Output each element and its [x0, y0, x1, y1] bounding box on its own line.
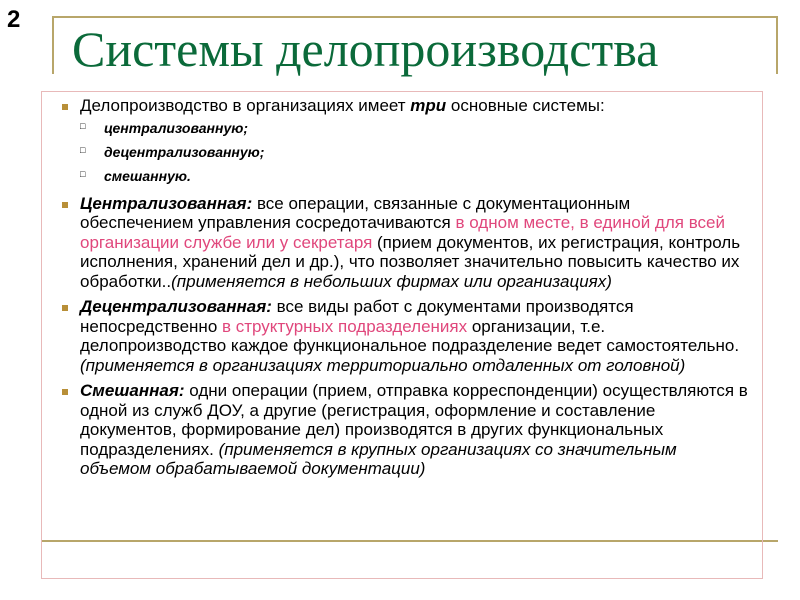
centralized-paragraph: [58, 194, 748, 292]
intro-emphasis: три: [410, 96, 447, 115]
hollow-square-bullet-icon: □: [80, 144, 86, 155]
content-box: [41, 91, 763, 579]
mixed-note: (применяется в крупных организациях со значительным объемом обрабатываемой документации): [80, 439, 677, 478]
sub-item-decentralized: [80, 140, 748, 164]
slide-title: Системы делопроизводства: [72, 21, 659, 77]
centralized-highlight: в одном месте, в единой для всей организации службе или у секретаря: [80, 213, 725, 252]
centralized-text-2: (прием документов, их регистрация, контроль исполнения, хранений дел и др.), что позволяет значительно повысить качество их обработки..: [80, 232, 741, 291]
decentralized-note: (применяется в организациях территориально отдаленных от головной): [80, 355, 686, 375]
intro-paragraph: [58, 96, 748, 116]
sub-item-label: децентрализованную;: [104, 143, 265, 160]
mixed-term: Смешанная:: [80, 381, 185, 400]
square-bullet-icon: [62, 305, 68, 311]
sub-item-mixed: [80, 164, 748, 188]
centralized-term: Централизованная:: [80, 193, 253, 213]
sub-item-label: централизованную;: [104, 119, 249, 136]
sub-item-label: смешанную.: [104, 167, 191, 184]
slide-number: 2: [7, 6, 21, 33]
intro-text-c: основные системы:: [446, 96, 605, 115]
decentralized-text: [80, 297, 748, 375]
frame-right-line: [776, 16, 778, 74]
mixed-text-1: одни операции (прием, отправка корреспонденции) осуществляются в одной из служб ДОУ, а другие (регистрация, оформление и составление документов, формирование дел) производятся в других функциональных подразделениях.: [80, 381, 748, 459]
centralized-text-1: все операции, связанные с документационным обеспечением управления сосредотачиваются: [80, 193, 631, 232]
centralized-note: (применяется в небольших фирмах или организациях): [171, 271, 612, 291]
decentralized-highlight: в структурных подразделениях: [222, 316, 468, 336]
square-bullet-icon: [62, 104, 68, 110]
sub-item-centralized: [80, 116, 748, 140]
mixed-paragraph: [58, 381, 748, 479]
centralized-text: [80, 194, 748, 292]
hollow-square-bullet-icon: □: [80, 168, 86, 179]
hollow-square-bullet-icon: □: [80, 120, 86, 131]
intro-text-a: Делопроизводство в организациях имеет: [80, 96, 411, 115]
frame-left-line: [52, 16, 54, 74]
square-bullet-icon: [62, 389, 68, 395]
frame-top-line: [52, 16, 778, 18]
decentralized-paragraph: [58, 297, 748, 375]
decentralized-term: Децентрализованная:: [80, 297, 272, 316]
square-bullet-icon: [62, 202, 68, 208]
intro-text: [80, 96, 605, 116]
decentralized-text-2: организации, т.е. делопроизводство каждое функциональное подразделение ведет самостоятельно.: [80, 316, 740, 355]
mixed-text: [80, 381, 748, 479]
decentralized-text-1: все виды работ с документами производятся непосредственно: [80, 297, 634, 336]
